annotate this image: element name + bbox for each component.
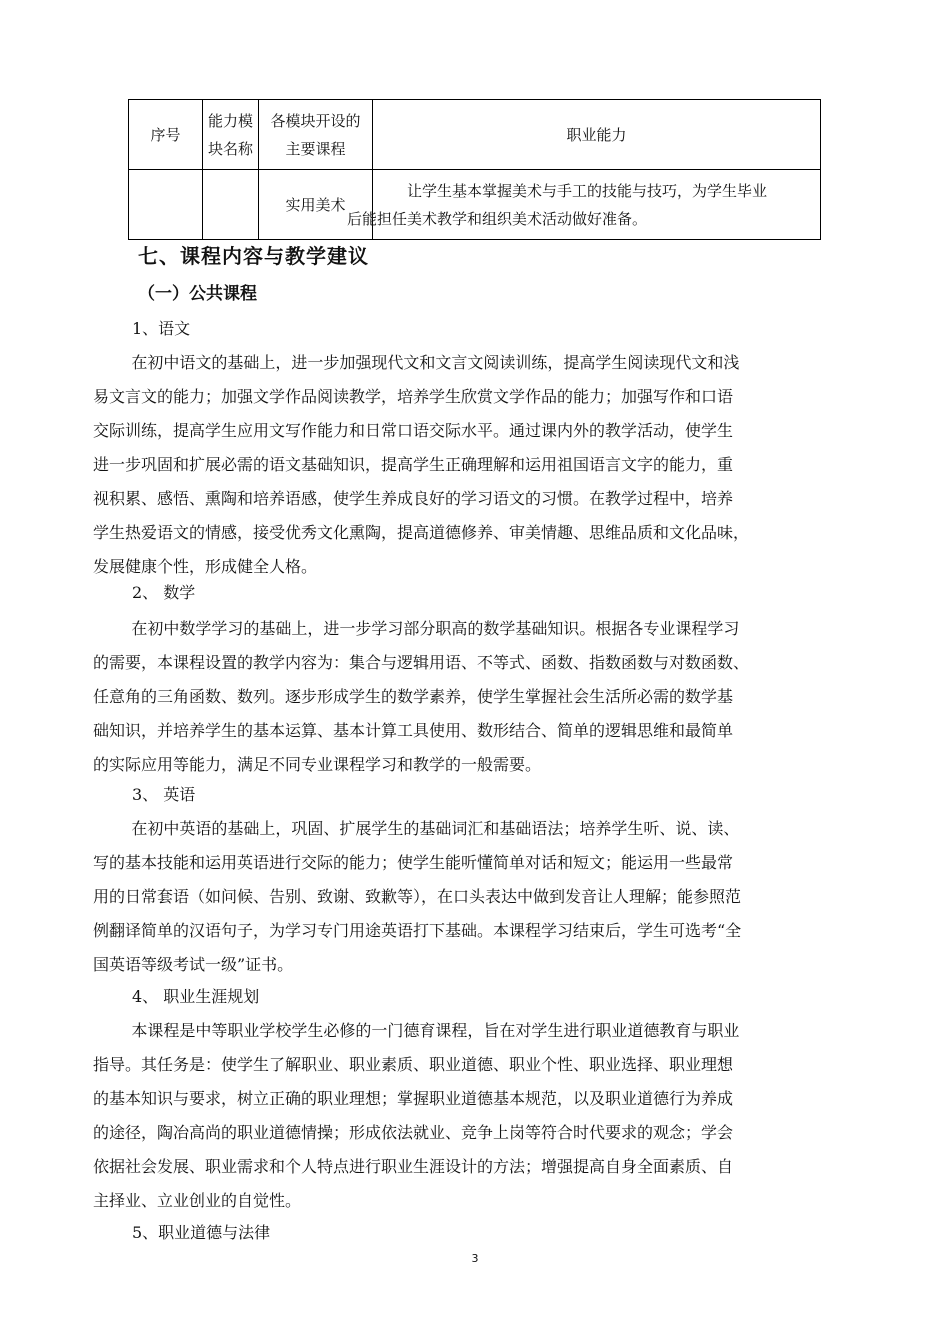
- course-paragraph-career: [93, 1014, 862, 1218]
- table-header-row: [129, 100, 821, 170]
- paragraph-line: 础知识，并培养学生的基本运算、基本计算工具使用、数形结合、简单的逻辑思维和最简单: [93, 721, 734, 740]
- header-course: [259, 100, 373, 170]
- cell-ability-line1: 让学生基本掌握美术与手工的技能与技巧，为学生毕业: [407, 181, 768, 200]
- paragraph-line: 国英语等级考试一级”证书。: [93, 955, 294, 974]
- paragraph-line: 的基本知识与要求，树立正确的职业理想；掌握职业道德基本规范，以及职业道德行为养成: [93, 1089, 734, 1108]
- paragraph-line: 主择业、立业创业的自觉性。: [93, 1191, 302, 1210]
- paragraph-line: 视积累、感悟、熏陶和培养语感，使学生养成良好的学习语文的习惯。在教学过程中，培养: [93, 489, 734, 508]
- paragraph-line: 写的基本技能和运用英语进行交际的能力；使学生能听懂简单对话和短文；能运用一些最常: [93, 853, 734, 872]
- subsection-title: （一）公共课程: [138, 284, 257, 304]
- paragraph-line: 例翻译简单的汉语句子，为学习专门用途英语打下基础。本课程学习结束后，学生可选考“全: [93, 921, 742, 940]
- paragraph-line: 学生热爱语文的情感，接受优秀文化熏陶，提高道德修养、审美情趣、思维品质和文化品味，: [93, 523, 750, 542]
- header-module-line1: 能力模: [207, 111, 253, 130]
- paragraph-line: 在初中语文的基础上，进一步加强现代文和文言文阅读训练，提高学生阅读现代文和浅: [131, 353, 740, 372]
- cell-ability: [347, 170, 821, 240]
- course-paragraph-math: [93, 612, 862, 782]
- header-course-line1: 各模块开设的: [270, 111, 361, 130]
- header-module: [203, 100, 259, 170]
- paragraph-line: 交际训练，提高学生应用文写作能力和日常口语交际水平。通过课内外的教学活动，使学生: [93, 421, 734, 440]
- paragraph-line: 任意角的三角函数、数列。逐步形成学生的数学素养，使学生掌握社会生活所必需的数学基: [93, 687, 734, 706]
- paragraph-line: 用的日常套语（如问候、告别、致谢、致歉等），在口头表达中做到发音让人理解；能参照范: [93, 887, 742, 906]
- course-heading-career: 4、 职业生涯规划: [132, 987, 260, 1006]
- table-row: [129, 170, 821, 240]
- paragraph-line: 本课程是中等职业学校学生必修的一门德育课程，旨在对学生进行职业道德教育与职业: [131, 1021, 740, 1040]
- header-course-line2: 主要课程: [285, 139, 346, 158]
- paragraph-line: 的需要，本课程设置的教学内容为：集合与逻辑用语、不等式、函数、指数函数与对数函数、: [93, 653, 750, 672]
- course-heading-ethics-law: 5、职业道德与法律: [132, 1223, 271, 1242]
- cell-seq: [129, 170, 203, 240]
- cell-ability-line2: 后能担任美术教学和组织美术活动做好准备。: [347, 209, 648, 228]
- capability-table: [128, 99, 821, 240]
- course-paragraph-english: [93, 812, 862, 982]
- paragraph-line: 进一步巩固和扩展必需的语文基础知识，提高学生正确理解和运用祖国语言文字的能力，重: [93, 455, 734, 474]
- section-title: 七、课程内容与教学建议: [138, 244, 369, 268]
- paragraph-line: 的实际应用等能力，满足不同专业课程学习和教学的一般需要。: [93, 755, 542, 774]
- paragraph-line: 易文言文的能力；加强文学作品阅读教学，培养学生欣赏文学作品的能力；加强写作和口语: [93, 387, 734, 406]
- header-ability: 职业能力: [373, 100, 821, 170]
- paragraph-line: 依据社会发展、职业需求和个人特点进行职业生涯设计的方法；增强提高自身全面素质、自: [93, 1157, 734, 1176]
- paragraph-line: 指导。其任务是：使学生了解职业、职业素质、职业道德、职业个性、职业选择、职业理想: [93, 1055, 734, 1074]
- paragraph-line: 在初中英语的基础上，巩固、扩展学生的基础词汇和基础语法；培养学生听、说、读、: [131, 819, 740, 838]
- paragraph-line: 的途径，陶冶高尚的职业道德情操；形成依法就业、竞争上岗等符合时代要求的观念；学会: [93, 1123, 734, 1142]
- course-heading-english: 3、 英语: [132, 785, 196, 804]
- header-module-line2: 块名称: [207, 139, 253, 158]
- paragraph-line: 发展健康个性，形成健全人格。: [93, 557, 318, 576]
- course-heading-math: 2、 数学: [132, 583, 196, 602]
- paragraph-line: 在初中数学学习的基础上，进一步学习部分职高的数学基础知识。根据各专业课程学习: [131, 619, 740, 638]
- course-heading-chinese: 1、语文: [132, 319, 191, 338]
- cell-module: [203, 170, 259, 240]
- cell-course: 实用美术: [259, 170, 373, 240]
- header-seq: 序号: [129, 100, 203, 170]
- course-paragraph-chinese: [93, 346, 862, 584]
- page-number: 3: [471, 1252, 479, 1265]
